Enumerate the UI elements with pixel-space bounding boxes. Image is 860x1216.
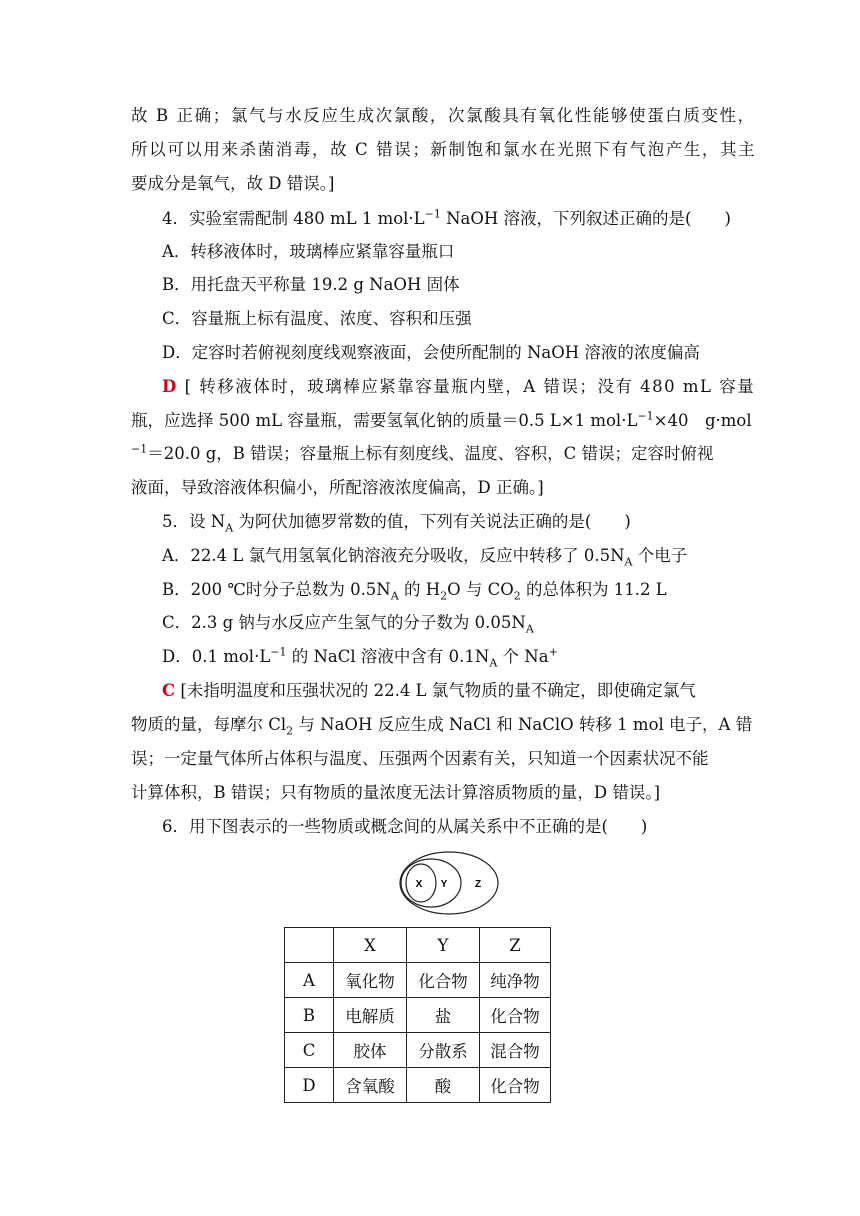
question-5-stem: 5．设 $N_A$ 为阿伏加德罗常数的值，下列有关说法正确的是( )	[162, 512, 631, 535]
text-line	[131, 138, 756, 162]
table-cell: 酸	[407, 1068, 480, 1103]
table-cell: 氧化物	[334, 963, 407, 998]
text-line	[131, 104, 756, 128]
table-cell: 电解质	[334, 998, 407, 1033]
table-row	[285, 998, 551, 1033]
q4-option-b: B．用托盘天平称量 19.2 g NaOH 固体	[162, 275, 460, 294]
q5-option-d: D．0.1 $mol\cdot L^{-1}$ 的 NaCl 溶液中含有 $0.1N_A$ 个 Na+	[162, 645, 558, 670]
q4-option-d: D．定容时若俯视刻度线观察液面，会使所配制的 NaOH 溶液的浓度偏高	[162, 343, 700, 362]
text-line	[131, 172, 334, 196]
table-cell: 化合物	[407, 963, 480, 998]
q5-explanation: C [未指明温度和压强状况的 22.4 L 氯气物质的量不确定，即使确定氯气	[162, 681, 696, 700]
q4-explanation: D [ 转移液体时，玻璃棒应紧靠容量瓶内壁，A 错误；没有 480 mL 容量	[162, 377, 756, 396]
q4-option-c: C．容量瓶上标有温度、浓度、容积和压强	[162, 309, 472, 328]
q4-explanation: $^{-1}$＝20.0 g，B 错误；容量瓶上标有刻度线、温度、容积，C 错误；定容时俯视	[131, 442, 714, 463]
q5-explanation: 物质的量，每摩尔 $Cl_2$ 与 NaOH 反应生成 NaCl 和 NaClO 转移 1 mol 电子，A 错	[131, 715, 753, 738]
diagram-label-z: Z	[474, 879, 482, 890]
table-cell: 混合物	[480, 1033, 551, 1068]
q4-option-a: A．转移液体时，玻璃棒应紧靠容量瓶口	[162, 242, 455, 261]
table-cell	[285, 928, 334, 963]
q5-explanation: 误；一定量气体所占体积与温度、压强两个因素有关，只知道一个因素状况不能	[131, 749, 709, 768]
table-cell: D	[285, 1068, 334, 1103]
table-cell: 盐	[407, 998, 480, 1033]
table-cell: 胶体	[334, 1033, 407, 1068]
table-cell: A	[285, 963, 334, 998]
table-row	[285, 1033, 551, 1068]
q5-answer: C	[162, 681, 176, 700]
table-cell: 化合物	[480, 998, 551, 1033]
q5-explanation: 计算体积，B 错误；只有物质的量浓度无法计算溶质物质的量，D 错误。]	[131, 783, 661, 802]
q4-answer: D	[162, 377, 178, 396]
options-table	[284, 927, 551, 1103]
table-row	[285, 1068, 551, 1103]
table-row	[285, 963, 551, 998]
paragraph-text: 故 B 正确；氯气与水反应生成次氯酸，次氯酸具有氧化性能够使蛋白质变性，	[131, 106, 756, 125]
q4-explanation: 液面，导致溶液体积偏小，所配溶液浓度偏高，D 正确。]	[131, 478, 544, 497]
ellipse-y	[401, 859, 461, 907]
question-6-stem: 6．用下图表示的一些物质或概念间的从属关系中不正确的是( )	[162, 817, 648, 836]
diagram-label-x: X	[415, 879, 423, 890]
paragraph-text: 所以可以用来杀菌消毒，故 C 错误；新制饱和氯水在光照下有气泡产生，其主	[131, 140, 757, 159]
table-cell: 化合物	[480, 1068, 551, 1103]
table-cell: Y	[407, 928, 480, 963]
nested-set-diagram	[398, 850, 500, 916]
table-header-row	[285, 928, 551, 963]
table-cell: C	[285, 1033, 334, 1068]
q5-option-b: B．200 ℃时分子总数为 $0.5N_A$ 的 $H_2O$ 与 $CO_2$ 的总体积为 11.2 L	[162, 580, 667, 603]
q4-explanation: 瓶，应选择 500 mL 容量瓶，需要氢氧化钠的质量＝0.5 L×1 $mol\cdot L^{-1}\times 40$ g·mol	[131, 409, 752, 430]
table-cell: X	[334, 928, 407, 963]
diagram-label-y: Y	[440, 879, 448, 890]
table-cell: Z	[480, 928, 551, 963]
table-cell: 纯净物	[480, 963, 551, 998]
table-cell: 分散系	[407, 1033, 480, 1068]
table-cell: 含氧酸	[334, 1068, 407, 1103]
q5-option-a: A．22.4 L 氯气用氢氧化钠溶液充分吸收，反应中转移了 $0.5N_A$ 个电子	[162, 546, 688, 569]
paragraph-text: 要成分是氧气，故 D 错误。]	[131, 174, 335, 193]
q5-option-c: C．2.3 g 钠与水反应产生氢气的分子数为 $0.05N_A$	[162, 613, 534, 636]
table-cell: B	[285, 998, 334, 1033]
question-4-stem: 4．实验室需配制 480 mL 1 $mol\cdot L^{-1}$ NaOH 溶液，下列叙述正确的是( )	[162, 207, 731, 228]
